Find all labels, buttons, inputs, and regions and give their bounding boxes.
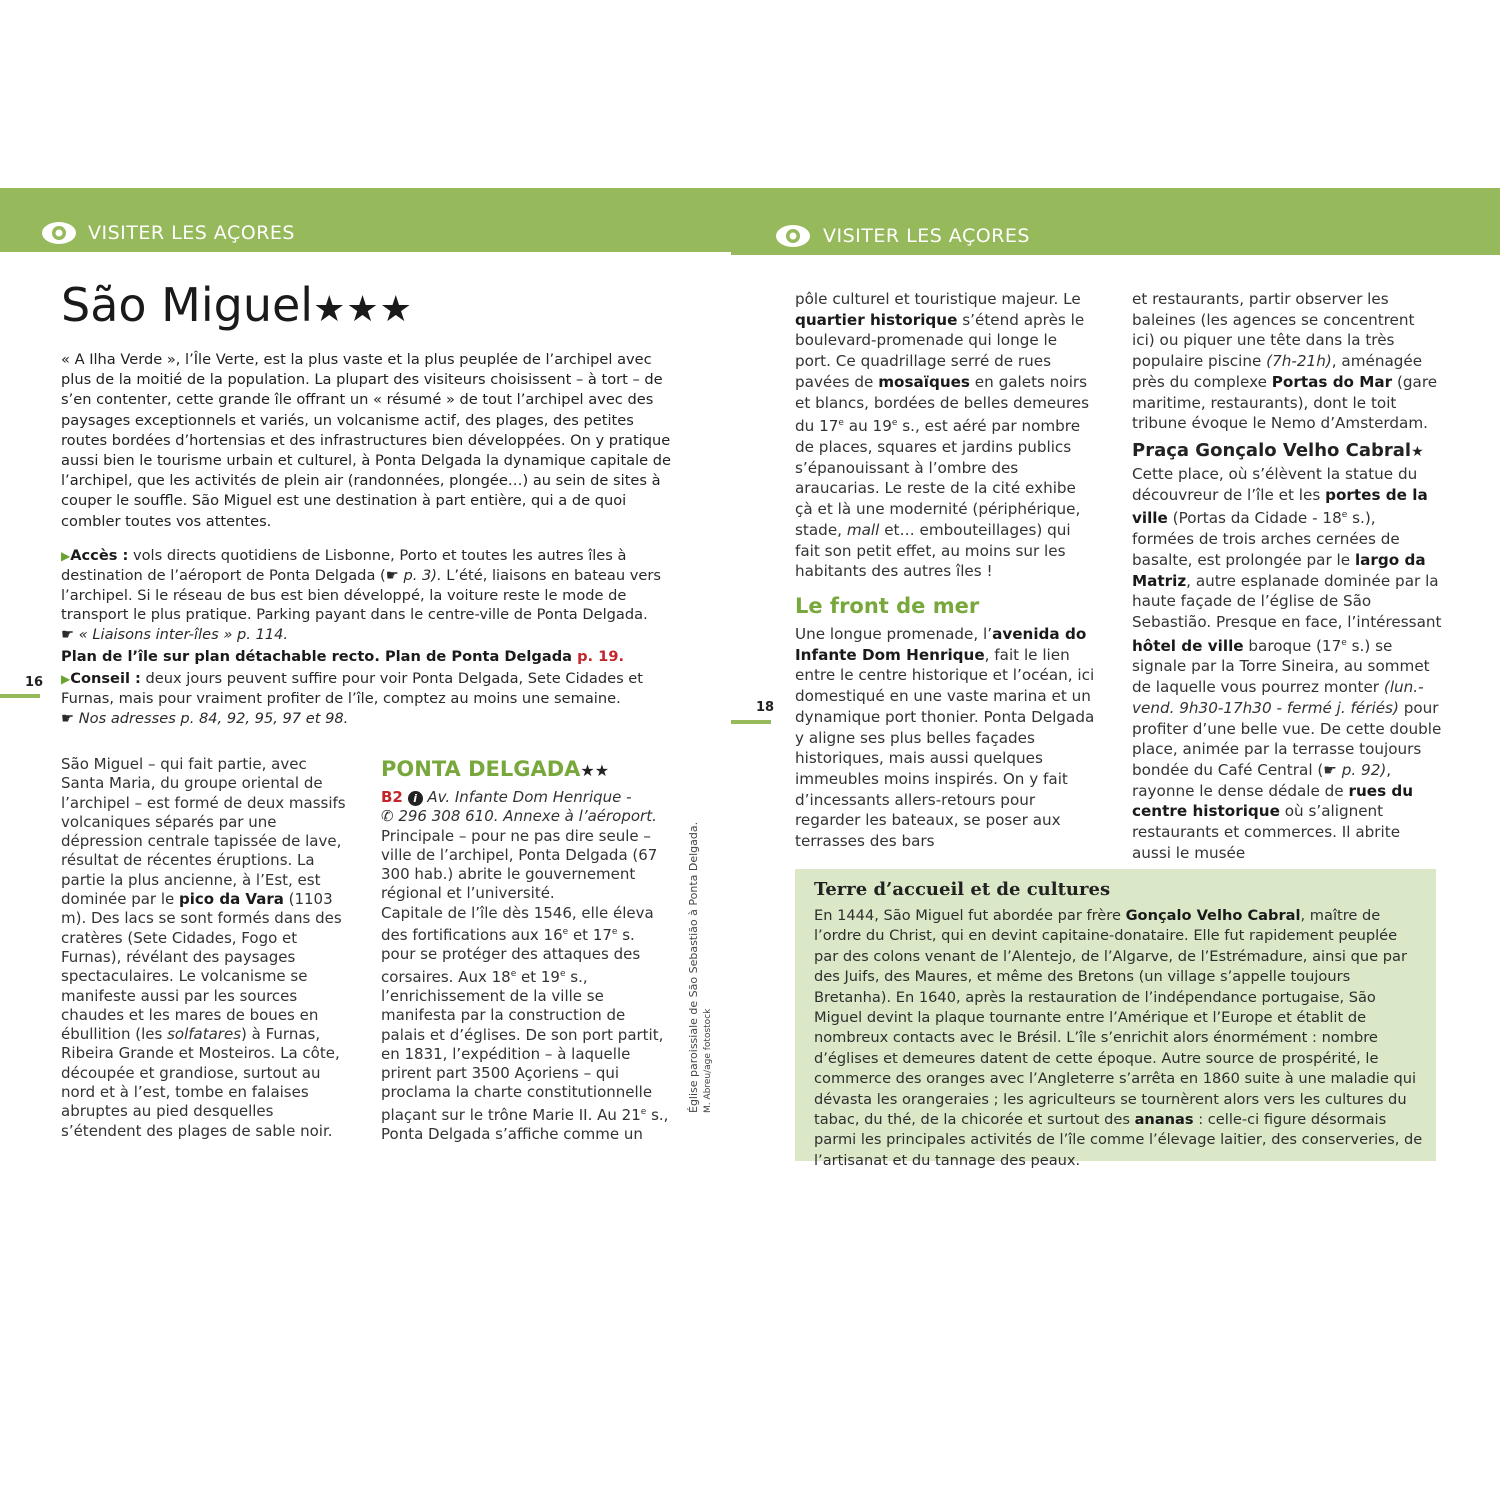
acces-text: vols directs quotidiens de Lisbonne, Porto et toutes les autres îles à destination de l’aéroport de Ponta Delgada (: [61, 547, 627, 585]
acces-ref2: « Liaisons inter-îles » p. 114.: [74, 625, 289, 643]
grid-ref: B2: [381, 788, 403, 806]
triangle-icon: ▶: [61, 672, 71, 686]
col2-paragraph: B2 i Av. Infante Dom Henrique - ✆ 296 308 610. Annexe à l’aéroport. Principale – pour ne pas dire seule – ville de l’archipel, Ponta Delgada (67 300 hab.) abrite le gouvernement régional et l’université. Capitale de l’île dès 1546, elle éleva des fortifications aux 16e et 17e s. pour se protéger des attaques des corsaires. Aux 18e et 19e s., l’enrichissement de la ville se manifesta par la construction de palais et d’églises. De son port partit, en 1831, l’expédition – à laquelle prirent part 3500 Açoriens – qui proclama la charte constitutionnelle plaçant sur le trône Marie II. Au 21e s., Ponta Delgada s’affiche comme un: [381, 788, 669, 1144]
page-number-left: 16: [25, 675, 44, 690]
ref-icon: ☛: [61, 625, 75, 643]
conseil-label: Conseil :: [70, 670, 141, 687]
ponta-delgada-heading: PONTA DELGADA★★: [381, 757, 610, 781]
ref-icon: ☛: [1323, 760, 1337, 779]
page-number-right: 18: [756, 700, 775, 715]
acces-block: [61, 546, 676, 644]
col4-paragraph: et restaurants, partir observer les baleines (les agences se concentrent ici) ou piquer une tête dans la très populaire piscine (7h-21h), aménagée près du complexe Portas do Mar (gare maritime, restaurants), dont le toit tribune évoque le Nemo d’Amsterdam.: [1132, 290, 1438, 433]
page-number-right-bar: [731, 720, 771, 724]
history-box-title: Terre d’accueil et de cultures: [814, 879, 1111, 900]
header-underline: [731, 252, 1500, 255]
ref-icon: ☛: [61, 709, 75, 727]
header-right: [773, 223, 1030, 249]
acces-ref1: p. 3).: [398, 567, 442, 585]
plan-page-link[interactable]: p. 19.: [577, 648, 625, 665]
conseil-block: [61, 669, 676, 728]
ref-icon: ☛: [385, 567, 399, 585]
acces-label: Accès :: [70, 547, 129, 564]
eye-icon: [773, 223, 813, 249]
front-de-mer-paragraph: Une longue promenade, l’avenida do Infante Dom Henrique, fait le lien entre le centre historique et l’océan, ici domestiqué en une vaste marina et un dynamique port thonier. Ponta Delgada y aligne ses plus belles façades historiques, mais aussi quelques immeubles moins inspirés. On y fait d’incessants allers-retours pour regarder les bateaux, se poser aux terrasses des bars: [795, 625, 1095, 851]
col1-paragraph: São Miguel – qui fait partie, avec Santa Maria, du groupe oriental de l’archipel – est formé de deux massifs volcaniques séparés par une dépression centrale tapissée de lave, résultat de récentes éruptions. La partie la plus ancienne, à l’Est, est dominée par le pico da Vara (1103 m). Des lacs se sont formés dans des cratères (Sete Cidades, Fogo et Furnas), révélant des paysages spectaculaires. Le volcanisme se manifeste aussi par les sources chaudes et les mares de boues en ébullition (les solfatares) à Furnas, Ribeira Grande et Mosteiros. La côte, découpée et grandiose, surtout au nord et à l’est, tombe en falaises abruptes au pied desquelles s’étendent des plages de sable noir.: [61, 755, 346, 1140]
page-title: [61, 278, 413, 332]
title-stars: ★★★: [313, 289, 413, 330]
header-left: [40, 220, 295, 246]
photo-caption: Église paroissiale de São Sebastião à Ponta Delgada.: [687, 821, 700, 1113]
eye-icon: [40, 220, 78, 246]
history-box: [795, 869, 1436, 1169]
plan-text: Plan de l’île sur plan détachable recto. Plan de Ponta Delgada: [61, 648, 578, 665]
acces-text2: L’été, liaisons en bateau vers l’archipel. Si le réseau de bus est bien développé, la voiture reste le mode de transport le plus pratique. Parking payant dans le centre-ville de Ponta Delgada.: [61, 567, 661, 624]
praca-heading: Praça Gonçalo Velho Cabral★: [1132, 440, 1424, 461]
col3-paragraph: pôle culturel et touristique majeur. Le quartier historique s’étend après le boulevard-promenade qui longe le port. Ce quadrillage serré de rues pavées de mosaïques en galets noirs et blancs, bordées de belles demeures du 17e au 19e s., est aéré par nombre de places, squares et jardins publics s’épanouissant à l’ombre des araucarias. Le reste de la cité exhibe çà et là une modernité (périphérique, stade, mall et… embouteillages) qui fait son petit effet, au moins sur les habitants des autres îles !: [795, 290, 1090, 581]
praca-paragraph: Cette place, où s’élèvent la statue du découvreur de l’île et les portes de la ville (Portas da Cidade - 18e s.), formées de trois arches cernées de basalte, est prolongée par le largo da Matriz, autre esplanade dominée par la haute façade de l’église de São Sebastião. Presque en face, l’intéressant hôtel de ville baroque (17e s.) se signale par la Torre Sineira, au sommet de laquelle vous pourrez monter (lun.-vend. 9h30-17h30 - fermé j. fériés) pour profiter d’une belle vue. De cette double place, animée par la terrasse toujours bondée du Café Central (☛ p. 92), rayonne le dense dédale de rues du centre historique où s’alignent restaurants et commerces. Il abrite aussi le musée: [1132, 465, 1442, 862]
photo-credit: [686, 822, 716, 1113]
phone-icon: ✆: [381, 807, 394, 826]
header-right-label: VISITER LES AÇORES: [823, 225, 1030, 247]
header-left-label: VISITER LES AÇORES: [88, 222, 295, 244]
conseil-ref: Nos adresses p. 84, 92, 95, 97 et 98.: [74, 709, 349, 727]
conseil-text: deux jours peuvent suffire pour voir Ponta Delgada, Sete Cidades et Furnas, mais pour vraiment profiter de l’île, comptez au moins une semaine.: [61, 670, 644, 708]
triangle-icon: ▶: [61, 549, 71, 563]
history-box-text: En 1444, São Miguel fut abordée par frère Gonçalo Velho Cabral, maître de l’ordre du Christ, qui en devint capitaine-donataire. Elle fut rapidement peuplée par des colons venant de l’Alentejo, de l’Algarve, de l’Estrémadure, ainsi que par des Juifs, des Maures, et même des Bretons (un village s’appelle toujours Bretanha). En 1640, après la restauration de l’indépendance portugaise, São Miguel devint la plaque tournante entre l’Amérique et l’Europe et établit de nombreux contacts avec le Brésil. L’île s’enrichit alors énormément : nombre d’églises et demeures datent de cette époque. Autre source de prospérité, le commerce des oranges avec l’Angleterre s’arrêta en 1860 suite à une maladie qui dévasta les orangeraies ; les agriculteurs se tournèrent alors vers les cultures du tabac, du thé, de la chicorée et surtout des ananas : celle-ci figure désormais parmi les principales activités de l’île comme l’élevage laitier, des conserveries, de l’artisanat et du tannage des peaux.: [814, 907, 1423, 1169]
plan-line: [61, 647, 676, 666]
front-de-mer-heading: Le front de mer: [795, 594, 980, 618]
info-icon: i: [408, 791, 423, 806]
photo-author: M. Abreu/age fotostock: [703, 1008, 713, 1113]
intro-paragraph: « A Ilha Verde », l’Île Verte, est la plus vaste et la plus peuplée de l’archipel avec plus de la moitié de la population. La plupart des visiteurs choisissent – à tort – de s’en contenter, cette grande île offrant un « résumé » de tout l’archipel avec des paysages exceptionnels et variés, un volcanisme actif, des plages, des petites routes bordées d’hortensias et des infrastructures bien développées. On y pratique aussi bien le tourisme urbain et culturel, à Ponta Delgada la dynamique capitale de l’archipel, que les activités de plein air (randonnées, plongée…) au sein de sites à couper le souffle. São Miguel est une destination à part entière, qui a de quoi combler toutes vos attentes.: [61, 351, 672, 530]
page-title-text: São Miguel: [61, 278, 314, 332]
page-number-left-bar: [0, 694, 40, 698]
